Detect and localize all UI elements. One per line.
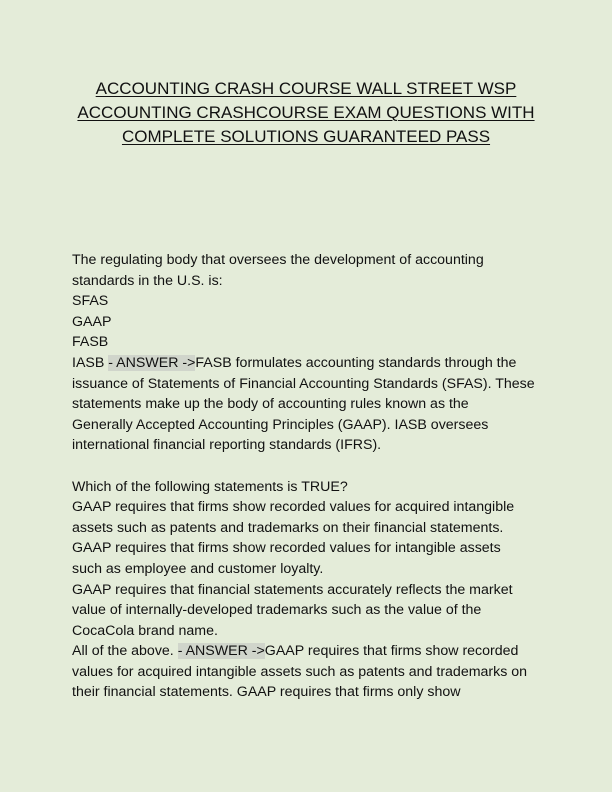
title-line: COMPLETE SOLUTIONS GUARANTEED PASS: [121, 127, 491, 146]
answer-line: [72, 353, 552, 374]
document-body: [72, 250, 552, 703]
question-prompt-line: standards in the U.S. is:: [72, 272, 223, 289]
answer-option: CocaCola brand name.: [72, 622, 218, 639]
question-block: [72, 477, 552, 704]
answer-option: All of the above.: [72, 643, 178, 660]
answer-text: values for acquired intangible assets such as patents and trademarks on: [72, 663, 528, 680]
answer-option: FASB: [72, 334, 109, 351]
question-prompt-line: Which of the following statements is TRUE?: [72, 478, 348, 495]
answer-text: issuance of Statements of Financial Accounting Standards (SFAS). These: [72, 375, 535, 392]
answer-option: such as employee and customer loyalty.: [72, 560, 324, 577]
answer-option: GAAP: [72, 313, 112, 330]
answer-text: Generally Accepted Accounting Principles (GAAP). IASB oversees: [72, 416, 489, 433]
answer-text: statements make up the body of accounting rules known as the: [72, 396, 469, 413]
answer-text: international financial reporting standards (IFRS).: [72, 437, 382, 454]
answer-option: SFAS: [72, 293, 109, 310]
answer-text: FASB formulates accounting standards through the: [195, 354, 517, 371]
answer-line: [72, 641, 552, 662]
answer-marker: - ANSWER ->: [108, 354, 196, 371]
answer-text: their financial statements. GAAP requires that firms only show: [72, 684, 461, 701]
document-title: [60, 77, 552, 149]
title-line: ACCOUNTING CRASHCOURSE EXAM QUESTIONS WITH: [77, 103, 535, 122]
answer-option: GAAP requires that firms show recorded values for intangible assets: [72, 540, 501, 557]
paragraph-gap: [72, 456, 552, 477]
answer-option: GAAP requires that firms show recorded values for acquired intangible: [72, 499, 515, 516]
answer-option: assets such as patents and trademarks on their financial statements.: [72, 519, 504, 536]
title-line: ACCOUNTING CRASH COURSE WALL STREET WSP: [95, 79, 517, 98]
answer-option: GAAP requires that financial statements accurately reflects the market: [72, 581, 513, 598]
answer-option: value of internally-developed trademarks such as the value of the: [72, 602, 482, 619]
question-prompt-line: The regulating body that oversees the development of accounting: [72, 252, 484, 268]
answer-marker: - ANSWER ->: [177, 643, 265, 660]
answer-option: IASB: [72, 354, 105, 371]
answer-text: GAAP requires that firms show recorded: [264, 643, 519, 660]
question-block: [72, 250, 552, 456]
